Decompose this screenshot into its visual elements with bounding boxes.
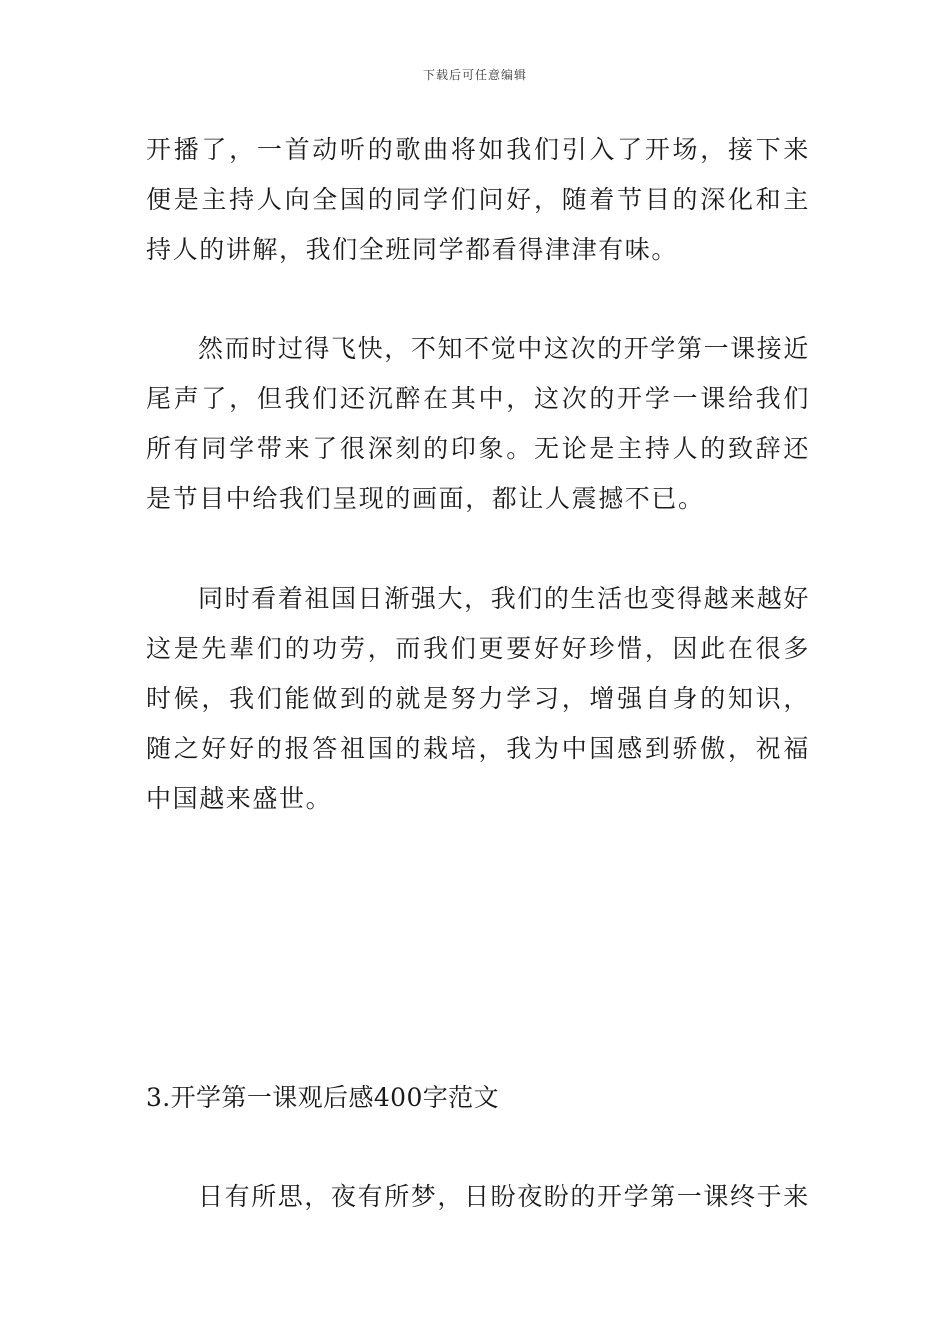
paragraph-1: 开播了，一首动听的歌曲将如我们引入了开场，接下来便是主持人向全国的同学们问好，随着节目的深化和主持人的讲解，我们全班同学都看得津津有味。: [146, 135, 810, 264]
section-paragraph-1: 日有所思，夜有所梦，日盼夜盼的开学第一课终于来: [198, 1182, 810, 1211]
paragraph-3: 同时看着祖国日渐强大，我们的生活也变得越来越好这是先辈们的功劳，而我们更要好好珍惜，因此在很多时候，我们能做到的就是努力学习，增强自身的知识，随之好好的报答祖国的栽培，我为中国感到骄傲，祝福中国越来盛世。: [146, 584, 810, 813]
paragraph-2: 然而时过得飞快，不知不觉中这次的开学第一课接近尾声了，但我们还沉醉在其中，这次的开学一课给我们所有同学带来了很深刻的印象。无论是主持人的致辞还是节目中给我们呈现的画面，都让人震撼不已。: [146, 334, 810, 513]
page-header-note: 下载后可任意编辑: [422, 68, 527, 82]
section-heading: 3.开学第一课观后感400字范文: [146, 1083, 499, 1112]
